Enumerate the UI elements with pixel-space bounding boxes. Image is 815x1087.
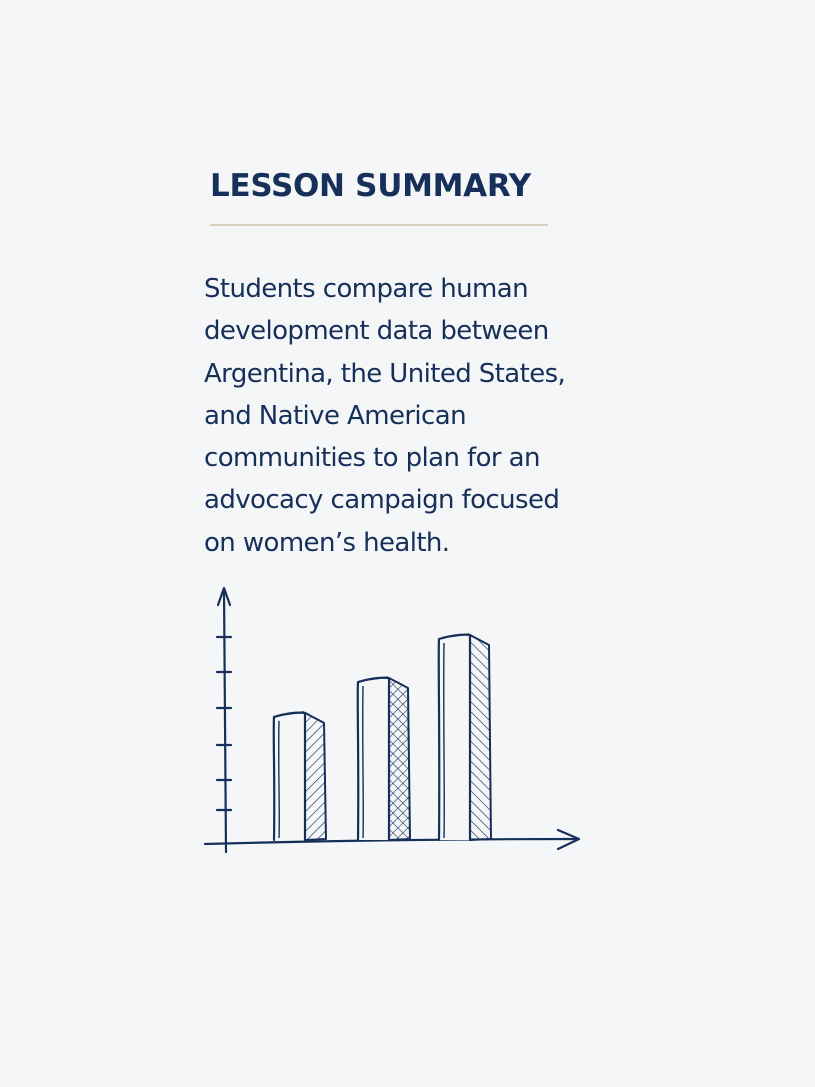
summary-line: and Native American: [204, 400, 466, 431]
sketch-bar-side: [389, 678, 410, 840]
summary-line: Argentina, the United States,: [204, 358, 566, 389]
sketch-bar: [274, 712, 326, 840]
lesson-summary-text: [204, 268, 604, 564]
y-axis-line: [224, 589, 226, 852]
sketch-bar: [358, 677, 410, 840]
summary-line: on women’s health.: [204, 527, 450, 558]
summary-line: advocacy campaign focused: [204, 485, 560, 516]
summary-line: Students compare human: [204, 274, 529, 304]
summary-line: development data between: [204, 316, 549, 347]
lesson-summary-heading: LESSON SUMMARY: [210, 168, 531, 204]
heading-divider: [210, 224, 548, 226]
sketch-bar-inner-line: [279, 721, 280, 838]
sketch-bar-chart-icon: [195, 575, 595, 875]
sketch-bar: [439, 634, 491, 840]
sketch-bar-inner-line: [363, 686, 364, 838]
sketch-bar-side: [305, 713, 326, 840]
sketch-bar-side: [470, 635, 491, 840]
sketch-bar-inner-line: [444, 643, 445, 838]
summary-line: communities to plan for an: [204, 443, 540, 474]
